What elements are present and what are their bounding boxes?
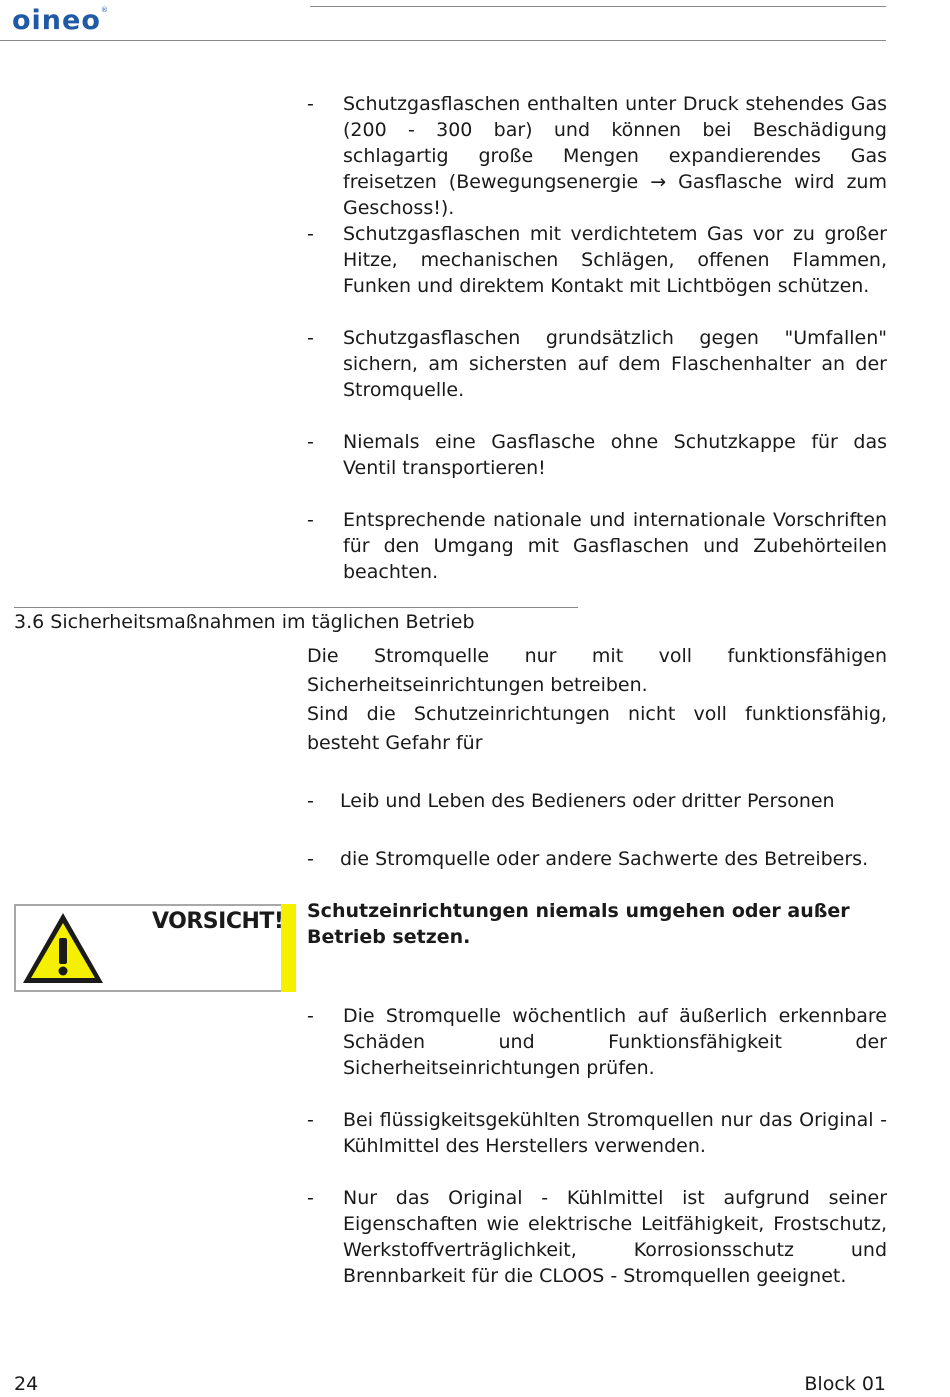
list-dash: -: [307, 93, 314, 115]
paragraph: Sind die Schutzeinrichtungen nicht voll funktionsfähig, besteht Gefahr für: [307, 703, 887, 754]
list-item: [307, 846, 887, 872]
list-item-text: Niemals eine Gasflasche ohne Schutzkappe für das Ventil transportieren!: [343, 431, 887, 479]
list-dash: -: [307, 1005, 314, 1027]
warning-triangle-icon: [20, 910, 106, 986]
list-dash: -: [307, 790, 314, 812]
list-dash: -: [307, 1109, 314, 1131]
warning-label: VORSICHT!: [152, 909, 284, 934]
section-title: 3.6 Sicherheitsmaßnahmen im täglichen Betrieb: [14, 611, 475, 633]
header-top-rule: [310, 6, 886, 7]
list-dash: -: [307, 327, 314, 349]
list-dash: -: [307, 223, 314, 245]
list-item-text: Schutzgasflaschen mit verdichtetem Gas vor zu großer Hitze, mechanischen Schlägen, offenen Flammen, Funken und direktem Kontakt mit Lichtbögen schützen.: [343, 223, 887, 297]
footer-block-label: Block 01: [804, 1373, 886, 1395]
brand-logo: [12, 6, 108, 36]
list-item: [307, 221, 887, 299]
list-dash: -: [307, 431, 314, 453]
list-item: [307, 1003, 887, 1081]
list-item-text: Nur das Original - Kühlmittel ist aufgrund seiner Eigenschaften wie elektrische Leitfähigkeit, Frostschutz, Werkstoffverträglichkeit, Korrosionsschutz und Brennbarkeit für die CLOOS - Stromquellen geeignet.: [343, 1187, 887, 1287]
list-item-text: Entsprechende nationale und internationale Vorschriften für den Umgang mit Gasflaschen und Zubehörteilen beachten.: [343, 509, 887, 583]
list-dash: -: [307, 509, 314, 531]
page-number: 24: [14, 1373, 39, 1395]
list-dash: -: [307, 848, 314, 870]
list-item: [307, 91, 887, 221]
logo-registered-mark: ®: [100, 6, 108, 14]
list-item: [307, 429, 887, 481]
header-bottom-rule: [0, 40, 886, 41]
list-item-text: Bei flüssigkeitsgekühlten Stromquellen nur das Original - Kühlmittel des Herstellers verwenden.: [343, 1109, 887, 1157]
paragraph: Die Stromquelle nur mit voll funktionsfähigen Sicherheitseinrichtungen betreiben.: [307, 645, 887, 696]
list-item-text: Die Stromquelle wöchentlich auf äußerlich erkennbare Schäden und Funktionsfähigkeit der Sicherheitseinrichtungen prüfen.: [343, 1005, 887, 1079]
list-item-text: die Stromquelle oder andere Sachwerte des Betreibers.: [340, 848, 869, 870]
list-item-text: Schutzgasflaschen grundsätzlich gegen "Umfallen" sichern, am sichersten auf dem Flaschenhalter an der Stromquelle.: [343, 327, 887, 401]
list-item-text: Leib und Leben des Bedieners oder dritter Personen: [340, 790, 835, 812]
list-item: [307, 325, 887, 403]
list-item: [307, 1185, 887, 1289]
logo-text: oineo: [12, 5, 101, 36]
list-item: [307, 507, 887, 585]
list-item: [307, 788, 887, 814]
list-item: [307, 1107, 887, 1159]
list-dash: -: [307, 1187, 314, 1209]
list-item-text: Schutzgasflaschen enthalten unter Druck stehendes Gas (200 - 300 bar) und können bei Beschädigung schlagartig große Mengen expandierendes Gas freisetzen (Bewegungsenergie → Gasflasche wird zum Geschoss!).: [343, 93, 887, 219]
warning-text: Schutzeinrichtungen niemals umgehen oder außer Betrieb setzen.: [307, 900, 850, 948]
